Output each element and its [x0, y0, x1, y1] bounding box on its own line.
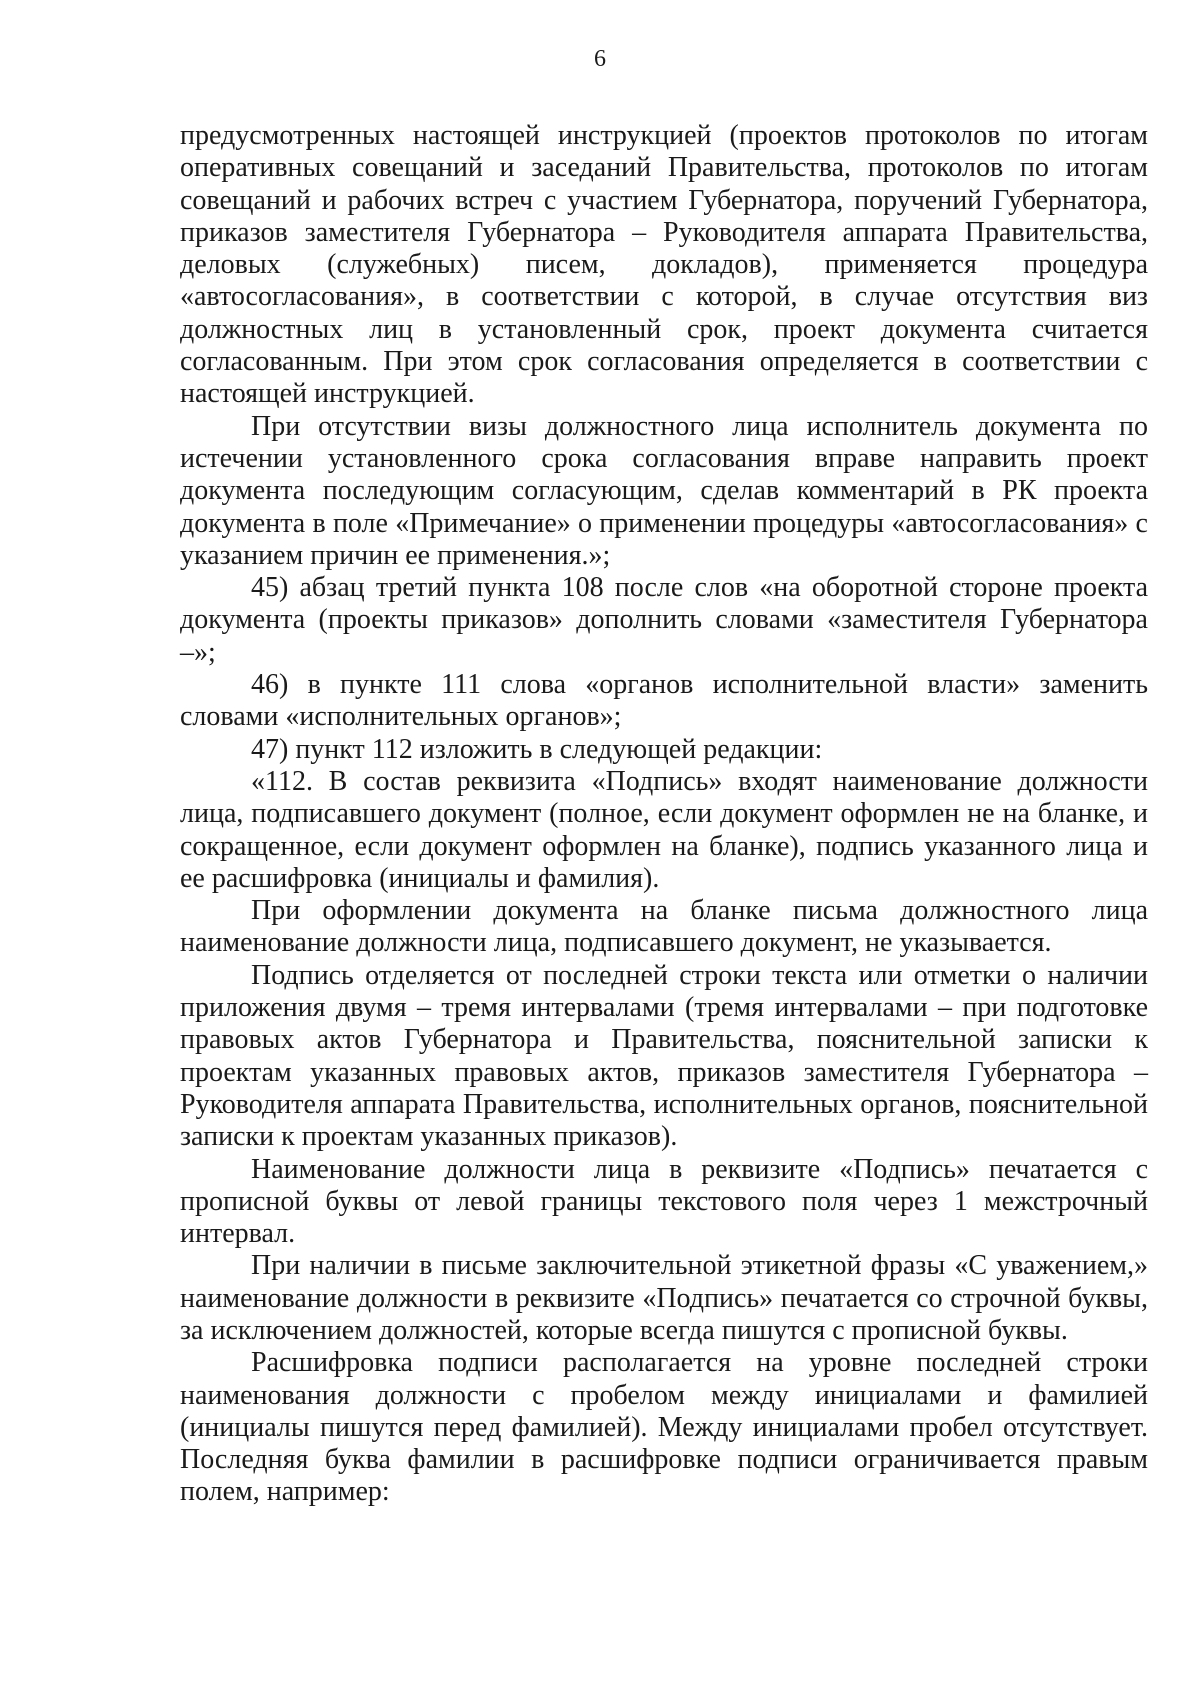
- paragraph-absent-visa: При отсутствии визы должностного лица исполнитель документа по истечении установленного срока согласования вправе направить проект документа последующим согласующим, сделав комментарий в РК проекта документа в поле «Примечание» о применении процедуры «автосогласования» с указанием причин ее применения.»;: [180, 410, 1148, 571]
- paragraph-signature-spacing: Подпись отделяется от последней строки текста или отметки о наличии приложения двумя – тремя интервалами (тремя интервалами – при подготовке правовых актов Губернатора и Правительства, пояснительной записки к проектам указанных правовых актов, приказов заместителя Губернатора – Руководителя аппарата Правительства, исполнительных органов, пояснительной записки к проектам указанных приказов).: [180, 959, 1148, 1153]
- paragraph-closing-phrase: При наличии в письме заключительной этикетной фразы «С уважением,» наименование должности в реквизите «Подпись» печатается со строчной буквы, за исключением должностей, которые всегда пишутся с прописной буквы.: [180, 1250, 1148, 1346]
- paragraph-position-name: Наименование должности лица в реквизите «Подпись» печатается с прописной буквы от левой границы текстового поля через 1 межстрочный интервал.: [180, 1153, 1148, 1250]
- document-body: [180, 120, 1148, 1509]
- paragraph-letter-blank: При оформлении документа на бланке письма должностного лица наименование должности лица, подписавшего документ, не указывается.: [180, 895, 1148, 959]
- paragraph-signature-decoding: Расшифровка подписи располагается на уровне последней строки наименования должности с пробелом между инициалами и фамилией (инициалы пишутся перед фамилией). Между инициалами пробел отсутствует. Последняя буква фамилии в расшифровке подписи ограничивается правым полем, например:: [180, 1347, 1148, 1508]
- paragraph-item-46: 46) в пункте 111 слова «органов исполнительной власти» заменить словами «исполнительных органов»;: [180, 669, 1148, 733]
- paragraph-clause-112: «112. В состав реквизита «Подпись» входят наименование должности лица, подписавшего документ (полное, если документ оформлен не на бланке, и сокращенное, если документ оформлен на бланке), подпись указанного лица и ее расшифровка (инициалы и фамилия).: [180, 765, 1148, 894]
- paragraph-item-47: 47) пункт 112 изложить в следующей редакции:: [251, 733, 823, 765]
- paragraph-item-45: 45) абзац третий пункта 108 после слов «на оборотной стороне проекта документа (проекты приказов» дополнить словами «заместителя Губернатора –»;: [180, 572, 1148, 668]
- page-number: 6: [594, 46, 606, 72]
- paragraph-autosoglasovanie-continued: предусмотренных настоящей инструкцией (проектов протоколов по итогам оперативных совещаний и заседаний Правительства, протоколов по итогам совещаний и рабочих встреч с участием Губернатора, поручений Губернатора, приказов заместителя Губернатора – Руководителя аппарата Правительства, деловых (служебных) писем, докладов), применяется процедура «автосогласования», в соответствии с которой, в случае отсутствия виз должностных лиц в установленный срок, проект документа считается согласованным. При этом срок согласования определяется в соответствии с настоящей инструкцией.: [180, 120, 1148, 410]
